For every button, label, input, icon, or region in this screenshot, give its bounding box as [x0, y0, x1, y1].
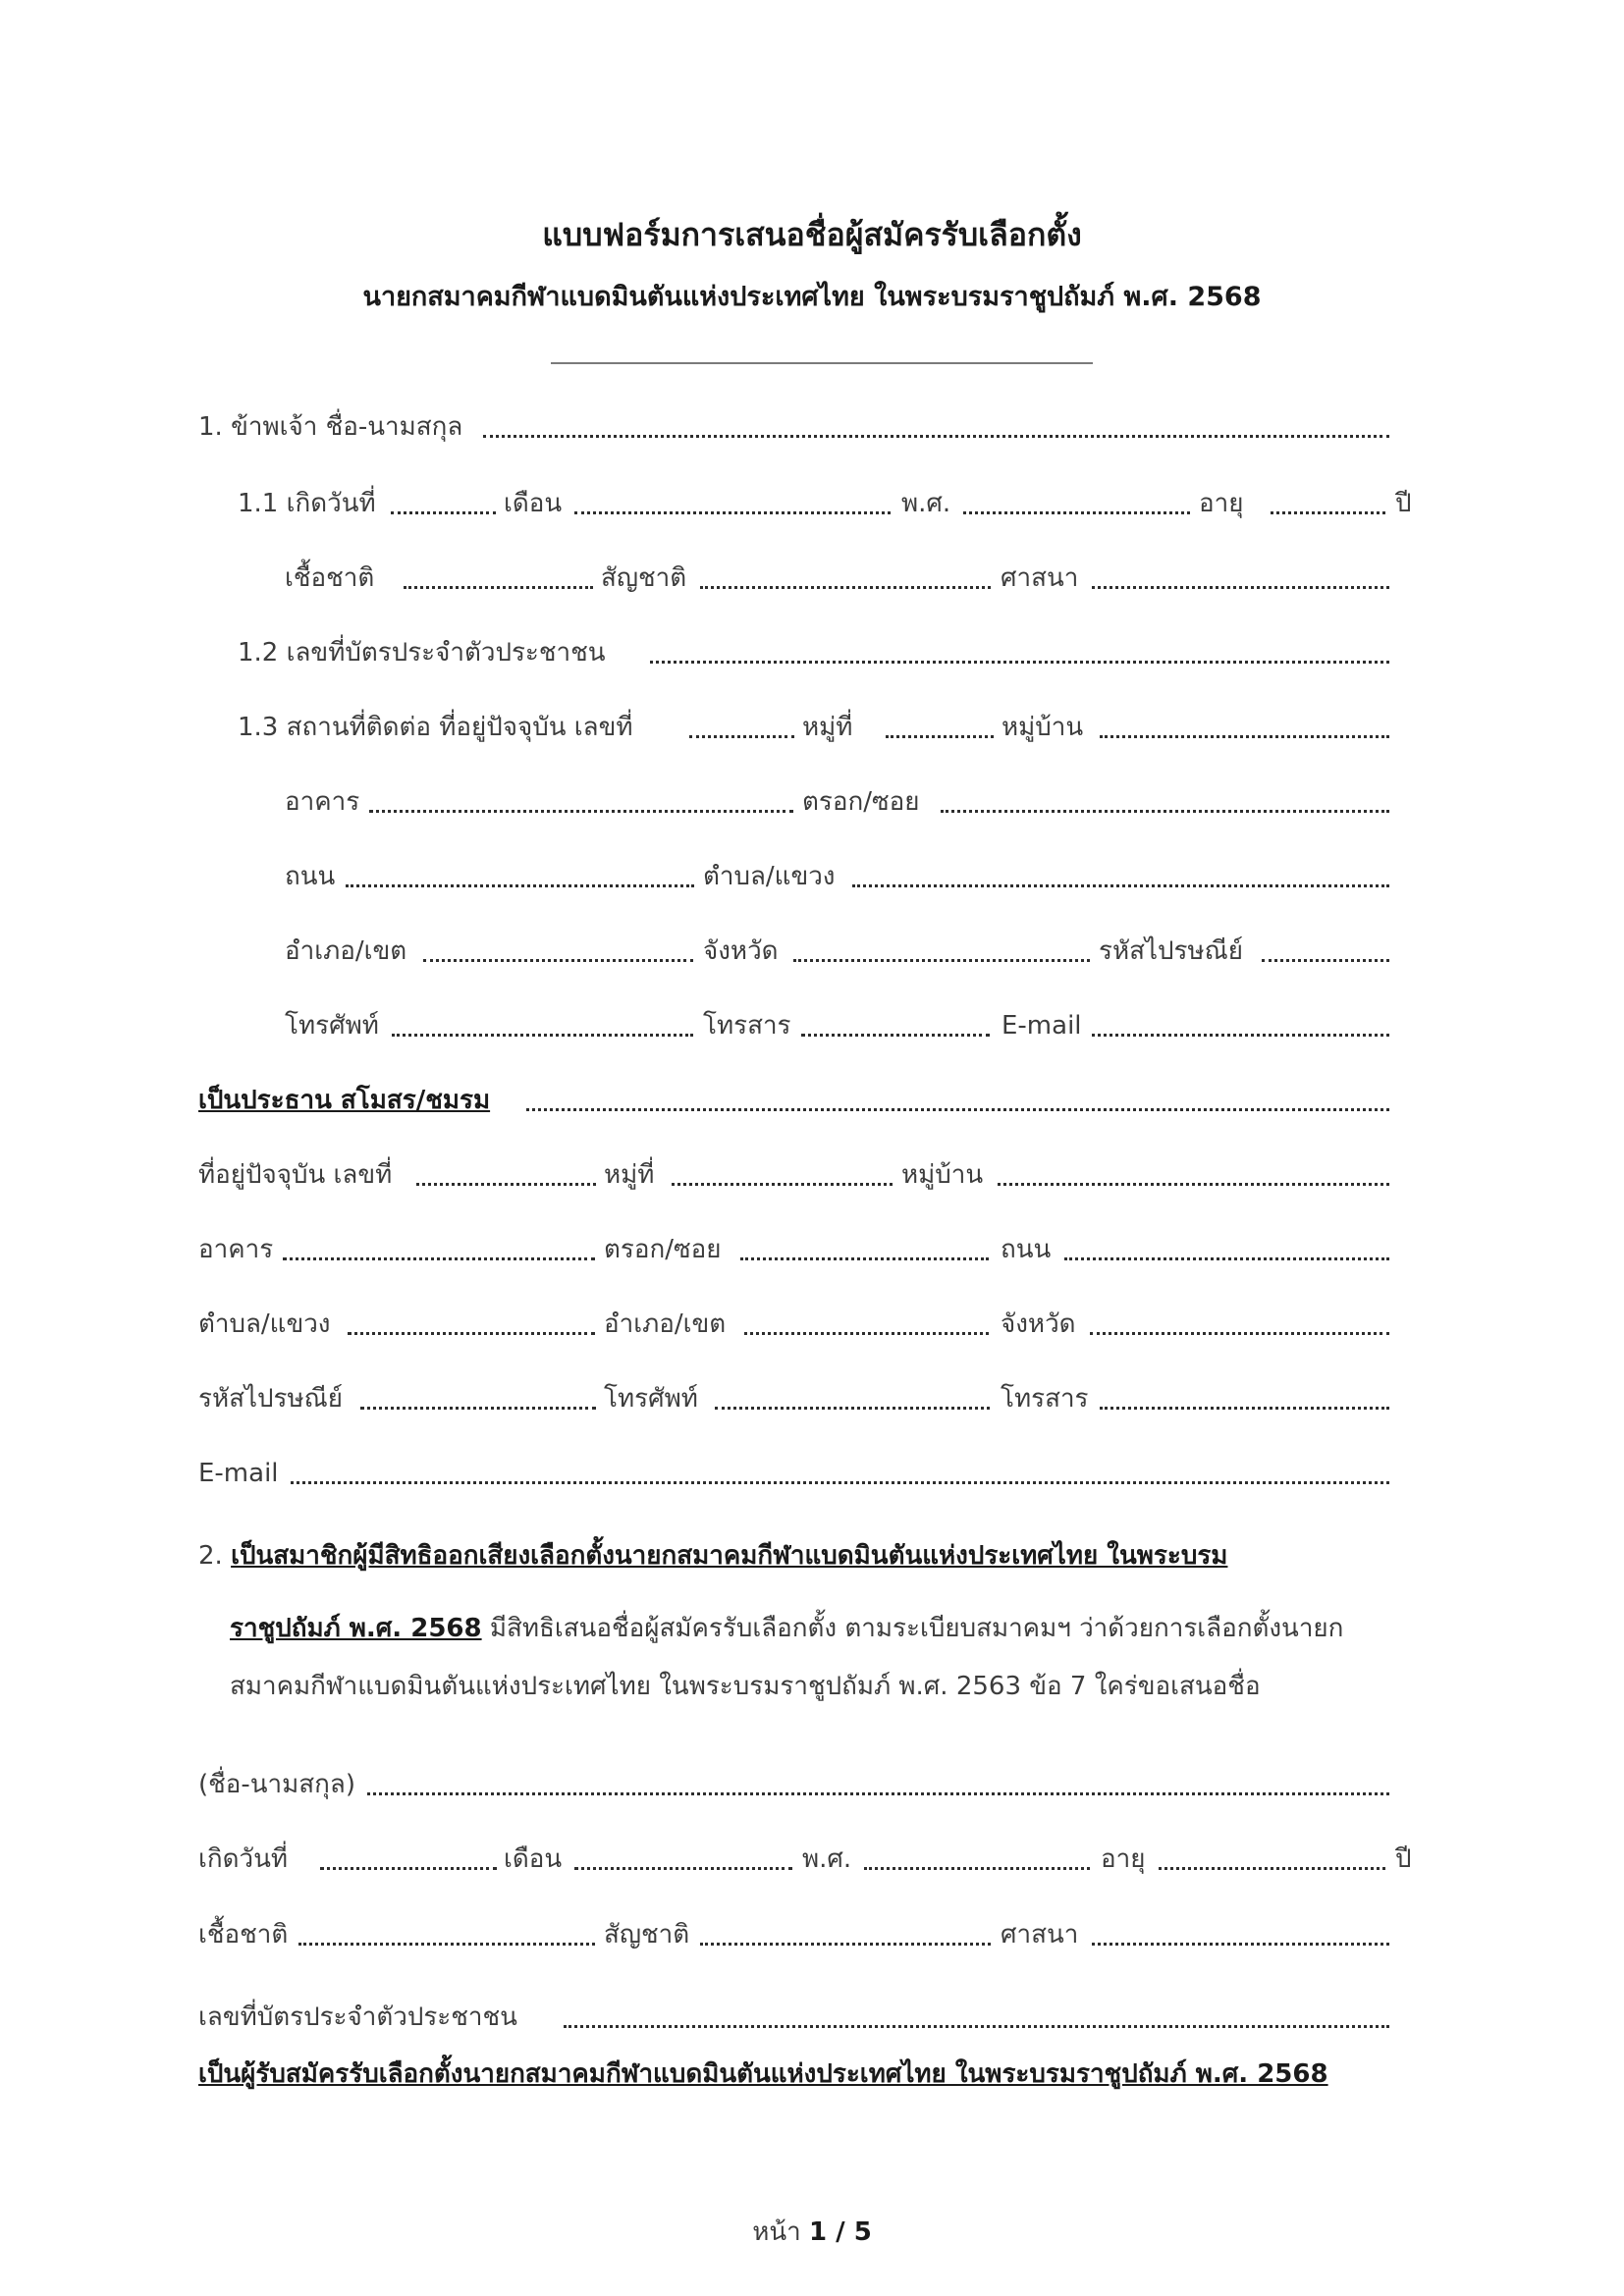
postcode-field[interactable]: [1262, 959, 1389, 962]
closing-statement: [198, 2057, 1328, 2091]
nominee-nationality-label: สัญชาติ: [604, 1920, 690, 1949]
district-row: [0, 929, 1624, 968]
birth-row: [0, 481, 1624, 520]
closing-text: เป็นผู้รับสมัครรับเลือกตั้งนายกสมาคมกีฬาแบดมินตันแห่งประเทศไทย ในพระบรมราชูปถัมภ์ พ.ศ. 2568: [198, 2059, 1328, 2089]
address-label: 1.3 สถานที่ติดต่อ ที่อยู่ปัจจุบัน เลขที่: [238, 713, 633, 742]
club-province-label: จังหวัด: [1001, 1309, 1076, 1339]
road-label: ถนน: [285, 862, 336, 891]
section2-line3: สมาคมกีฬาแบดมินตันแห่งประเทศไทย ในพระบรมราชูปถัมภ์ พ.ศ. 2563 ข้อ 7 ใคร่ขอเสนอชื่อ: [230, 1672, 1261, 1701]
nationality-field[interactable]: [700, 586, 991, 589]
club-email-label: E-mail: [198, 1459, 279, 1488]
road-row: [0, 854, 1624, 893]
nominee-religion-field[interactable]: [1092, 1943, 1389, 1946]
nominee-nationality-field[interactable]: [700, 1943, 991, 1946]
birth-day-field[interactable]: [391, 511, 496, 514]
subdistrict-label: ตำบล/แขวง: [703, 862, 836, 891]
birth-month-field[interactable]: [574, 511, 891, 514]
nationality-label: สัญชาติ: [601, 563, 687, 593]
house-number-field[interactable]: [689, 735, 794, 738]
age-field[interactable]: [1271, 511, 1385, 514]
club-building-field[interactable]: [283, 1257, 595, 1260]
nominee-age-label: อายุ: [1101, 1844, 1146, 1874]
id-field[interactable]: [650, 661, 1389, 664]
district-label: อำเภอ/เขต: [285, 936, 407, 966]
race-row: [0, 556, 1624, 595]
nominee-race-row: [0, 1912, 1624, 1951]
club-phone-label: โทรศัพท์: [604, 1384, 698, 1414]
nominee-id-field[interactable]: [564, 2025, 1389, 2028]
club-heading: เป็นประธาน สโมสร/ชมรม: [198, 1086, 491, 1115]
nominee-race-field[interactable]: [298, 1943, 595, 1946]
form-title: แบบฟอร์มการเสนอชื่อผู้สมัครรับเลือกตั้ง: [542, 216, 1082, 253]
moo-label: หมู่ที่: [802, 713, 853, 742]
race-field[interactable]: [404, 586, 593, 589]
village-field[interactable]: [1100, 735, 1389, 738]
contact-row: [0, 1003, 1624, 1042]
birth-year-field[interactable]: [963, 511, 1190, 514]
address-row: [0, 705, 1624, 744]
postcode-label: รหัสไปรษณีย์: [1099, 936, 1244, 966]
nominee-month-field[interactable]: [574, 1867, 792, 1870]
nominee-year-field[interactable]: [864, 1867, 1090, 1870]
nominee-birth-row: [0, 1837, 1624, 1876]
religion-field[interactable]: [1092, 586, 1389, 589]
email-field[interactable]: [1092, 1034, 1389, 1037]
age-unit: ปี: [1395, 489, 1412, 518]
soi-field[interactable]: [941, 810, 1389, 813]
form-subtitle: นายกสมาคมกีฬาแบดมินตันแห่งประเทศไทย ในพระบรมราชูปถัมภ์ พ.ศ. 2568: [362, 282, 1262, 312]
nominee-year-label: พ.ศ.: [802, 1844, 852, 1874]
province-field[interactable]: [793, 959, 1090, 962]
moo-field[interactable]: [886, 735, 994, 738]
club-district-label: อำเภอ/เขต: [604, 1309, 727, 1339]
religion-label: ศาสนา: [1001, 563, 1079, 593]
club-building-label: อาคาร: [198, 1235, 274, 1264]
building-row: [0, 779, 1624, 819]
building-field[interactable]: [369, 810, 793, 813]
nominee-month-label: เดือน: [504, 1844, 563, 1874]
club-subdistrict-label: ตำบล/แขวง: [198, 1309, 331, 1339]
id-label: 1.2 เลขที่บัตรประจำตัวประชาชน: [238, 638, 606, 667]
village-label: หมู่บ้าน: [1001, 713, 1084, 742]
club-postcode-field[interactable]: [360, 1407, 596, 1410]
fax-field[interactable]: [801, 1034, 990, 1037]
nominee-id-row: [0, 1995, 1624, 2034]
club-fax-label: โทรสาร: [1001, 1384, 1089, 1414]
club-road-label: ถนน: [1001, 1235, 1052, 1264]
subdistrict-field[interactable]: [852, 884, 1389, 887]
club-email-row: [0, 1451, 1624, 1490]
birth-day-label: 1.1 เกิดวันที่: [238, 489, 376, 518]
club-phone-field[interactable]: [715, 1407, 990, 1410]
section2-bold-line2: ราชูปถัมภ์ พ.ศ. 2568: [230, 1614, 482, 1643]
road-field[interactable]: [346, 884, 694, 887]
nominee-name-label: (ชื่อ-นามสกุล): [198, 1770, 355, 1799]
soi-label: ตรอก/ซอย: [802, 787, 920, 817]
page-prefix: หน้า: [752, 2217, 801, 2247]
nominee-race-label: เชื้อชาติ: [198, 1920, 289, 1949]
phone-field[interactable]: [392, 1034, 693, 1037]
applicant-name-row: [0, 404, 1624, 444]
club-soi-field[interactable]: [740, 1257, 989, 1260]
club-province-field[interactable]: [1090, 1332, 1389, 1335]
club-contact-row: [0, 1376, 1624, 1415]
province-label: จังหวัด: [703, 936, 779, 966]
club-address-label: ที่อยู่ปัจจุบัน เลขที่: [198, 1160, 393, 1190]
birth-year-label: พ.ศ.: [901, 489, 951, 518]
club-village-field[interactable]: [998, 1183, 1389, 1186]
nominee-name-row: [0, 1762, 1624, 1801]
nominee-age-unit: ปี: [1395, 1844, 1412, 1874]
section2-number: 2.: [198, 1541, 223, 1571]
club-address-row: [0, 1152, 1624, 1192]
applicant-name-field[interactable]: [483, 435, 1389, 438]
nominee-id-label: เลขที่บัตรประจำตัวประชาชน: [198, 2002, 517, 2032]
phone-label: โทรศัพท์: [285, 1011, 379, 1041]
club-fax-field[interactable]: [1100, 1407, 1389, 1410]
club-building-row: [0, 1227, 1624, 1266]
applicant-name-label: 1. ข้าพเจ้า ชื่อ-นามสกุล: [198, 412, 463, 442]
building-label: อาคาร: [285, 787, 360, 817]
section2-line2: [230, 1612, 1343, 1645]
race-label: เชื้อชาติ: [285, 563, 375, 593]
title-separator: [551, 362, 1093, 364]
fax-label: โทรสาร: [703, 1011, 791, 1041]
nominee-name-field[interactable]: [367, 1792, 1389, 1795]
club-subdistrict-row: [0, 1302, 1624, 1341]
club-road-field[interactable]: [1064, 1257, 1389, 1260]
club-moo-field[interactable]: [672, 1183, 893, 1186]
nominee-birth-day-label: เกิดวันที่: [198, 1844, 289, 1874]
nominee-birth-day-field[interactable]: [320, 1867, 497, 1870]
district-field[interactable]: [423, 959, 693, 962]
club-subdistrict-field[interactable]: [348, 1332, 595, 1335]
page-footer: [0, 2212, 1624, 2252]
club-postcode-label: รหัสไปรษณีย์: [198, 1384, 344, 1414]
section2-line1: [198, 1539, 1227, 1573]
club-district-field[interactable]: [744, 1332, 989, 1335]
club-row: [0, 1078, 1624, 1117]
club-house-number-field[interactable]: [416, 1183, 596, 1186]
page-number: 1 / 5: [809, 2217, 872, 2247]
age-label: อายุ: [1199, 489, 1244, 518]
section2-bold-line1: เป็นสมาชิกผู้มีสิทธิออกเสียงเลือกตั้งนายกสมาคมกีฬาแบดมินตันแห่งประเทศไทย ในพระบรม: [231, 1541, 1228, 1571]
club-email-field[interactable]: [291, 1481, 1389, 1484]
section2-rest-line2: มีสิทธิเสนอชื่อผู้สมัครรับเลือกตั้ง ตามระเบียบสมาคมฯ ว่าด้วยการเลือกตั้งนายก: [489, 1614, 1344, 1643]
email-label: E-mail: [1001, 1011, 1082, 1041]
birth-month-label: เดือน: [504, 489, 563, 518]
club-soi-label: ตรอก/ซอย: [604, 1235, 722, 1264]
club-moo-label: หมู่ที่: [604, 1160, 655, 1190]
club-name-field[interactable]: [526, 1108, 1389, 1111]
id-row: [0, 630, 1624, 669]
nominee-religion-label: ศาสนา: [1001, 1920, 1079, 1949]
club-village-label: หมู่บ้าน: [901, 1160, 984, 1190]
nominee-age-field[interactable]: [1159, 1867, 1385, 1870]
